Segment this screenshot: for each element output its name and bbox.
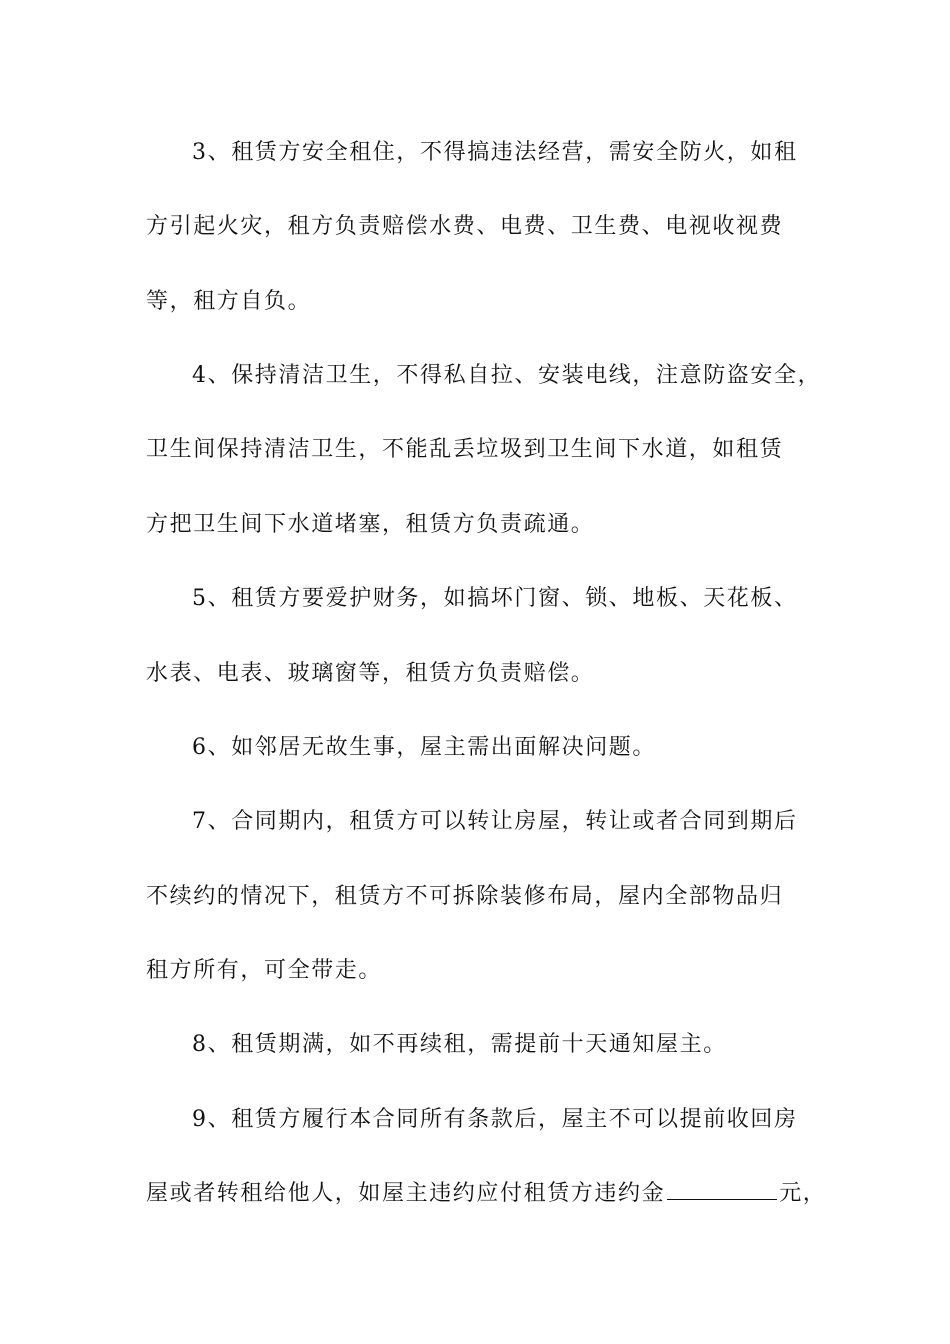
clause-5-line-2: 水表、电表、玻璃窗等，租赁方负责赔偿。 [146,661,595,686]
clause-3-line-1: 3、租赁方安全租住，不得搞违法经营，需安全防火，如租 [192,140,798,165]
clause-7-line-3: 租方所有，可全带走。 [146,958,383,983]
clause-4-line-2: 卫生间保持清洁卫生，不能乱丢垃圾到卫生间下水道，如租赁 [146,437,784,462]
clause-7-line-1: 7、合同期内，租赁方可以转让房屋，转让或者合同到期后 [192,809,798,834]
clause-3-line-3: 等，租方自负。 [146,289,312,314]
clause-7-line-2: 不续约的情况下，租赁方不可拆除装修布局，屋内全部物品归 [146,884,784,909]
clause-4-line-3: 方把卫生间下水道堵塞，租赁方负责疏通。 [146,512,595,537]
clause-4-line-1: 4、保持清洁卫生，不得私自拉、安装电线，注意防盗安全， [192,363,822,388]
clause-5-line-1: 5、租赁方要爱护财务，如搞坏门窗、锁、地板、天花板、 [192,586,798,611]
clause-8-line-1: 8、租赁期满，如不再续租，需提前十天通知屋主。 [192,1032,727,1057]
clause-9-line-1: 9、租赁方履行本合同所有条款后，屋主不可以提前收回房 [192,1107,798,1132]
clause-6-line-1: 6、如邻居无故生事，屋主需出面解决问题。 [192,735,656,760]
clause-9-line-2-text: 屋或者转租给他人，如屋主违约应付租赁方违约金 [146,1181,666,1206]
clause-9-line-2 [146,1176,836,1212]
clause-3-line-2: 方引起火灾，租方负责赔偿水费、电费、卫生费、电视收视费 [146,214,784,239]
penalty-amount-blank [667,1177,777,1200]
clause-9-line-2-suffix: 元， [779,1181,827,1206]
